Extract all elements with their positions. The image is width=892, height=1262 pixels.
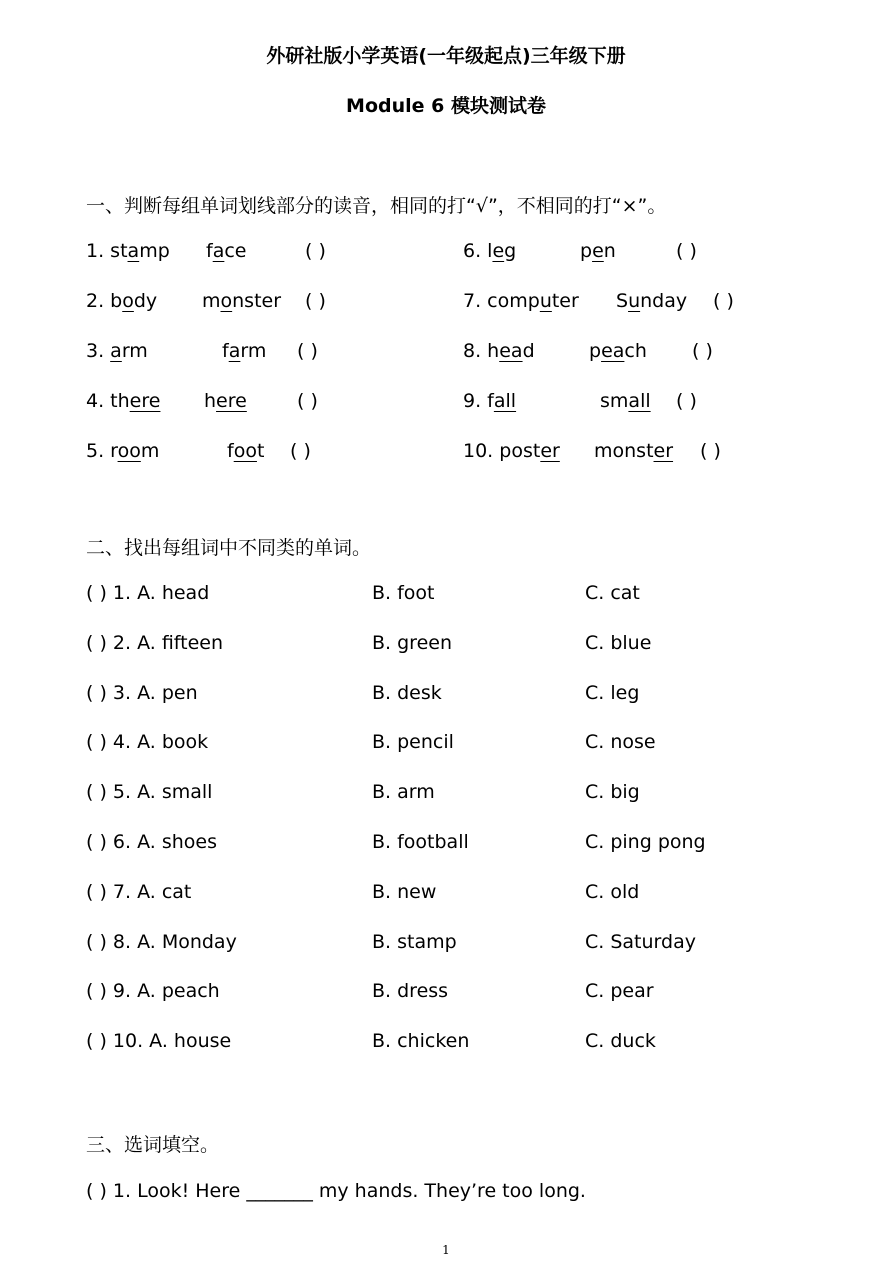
page-subtitle: Module 6 模块测试卷 bbox=[346, 95, 546, 117]
page-number: 1 bbox=[442, 1243, 450, 1257]
answer-blank[interactable]: ( ) bbox=[297, 340, 318, 362]
section1-item-1-second-word bbox=[206, 240, 247, 262]
second-word: peach bbox=[589, 340, 647, 362]
section2-item-5-option-b: B. arm bbox=[372, 781, 435, 804]
section3-heading: 三、选词填空。 bbox=[86, 1134, 220, 1156]
answer-blank[interactable]: ( ) bbox=[676, 390, 697, 412]
section2-item-9-question-a: ( ) 9. A. peach bbox=[86, 980, 220, 1003]
second-word-underlined-part: er bbox=[653, 440, 674, 462]
section2-item-10-question-a: ( ) 10. A. house bbox=[86, 1030, 232, 1053]
section2-item-2-option-c: C. blue bbox=[585, 631, 652, 654]
section2-item-2-question-a: ( ) 2. A. fifteen bbox=[86, 631, 224, 654]
first-word-underlined-part: oo bbox=[117, 440, 141, 462]
item-number: 9. bbox=[463, 390, 488, 412]
second-word-underlined-part: o bbox=[220, 290, 233, 312]
first-word-underlined-part: all bbox=[493, 390, 517, 412]
first-word: body bbox=[110, 290, 158, 312]
section1-item-3 bbox=[86, 340, 148, 362]
second-word: foot bbox=[227, 440, 265, 462]
first-word: computer bbox=[487, 290, 579, 312]
item-number: 4. bbox=[86, 390, 111, 412]
first-word-underlined-part: o bbox=[122, 290, 134, 312]
first-word: fall bbox=[487, 390, 517, 412]
section1-item-7-second-word bbox=[616, 290, 687, 312]
section2-item-7-option-c: C. old bbox=[585, 880, 640, 903]
section2-item-3-question-a: ( ) 3. A. pen bbox=[86, 681, 198, 704]
section2-item-4-question-a: ( ) 4. A. book bbox=[86, 731, 209, 754]
second-word: small bbox=[600, 390, 651, 412]
section1-item-9 bbox=[463, 390, 516, 412]
section2-item-5-option-c: C. big bbox=[585, 781, 640, 804]
answer-blank[interactable]: ( ) bbox=[676, 240, 697, 262]
second-word-underlined-part: ere bbox=[216, 390, 247, 412]
first-word-underlined-part: ea bbox=[499, 340, 523, 362]
second-word-underlined-part: u bbox=[628, 290, 641, 312]
section1-item-4 bbox=[86, 390, 160, 412]
second-word: farm bbox=[222, 340, 267, 362]
first-word-underlined-part: a bbox=[127, 240, 140, 262]
section1-item-10-second-word bbox=[594, 440, 673, 462]
section1-item-5-second-word bbox=[227, 440, 264, 462]
first-word-underlined-part: e bbox=[492, 240, 505, 262]
item-number: 3. bbox=[86, 340, 111, 362]
second-word-underlined-part: ea bbox=[601, 340, 625, 362]
item-number: 10. bbox=[463, 440, 500, 462]
first-word-underlined-part: er bbox=[540, 440, 560, 462]
section2-item-5-question-a: ( ) 5. A. small bbox=[86, 781, 213, 804]
first-word: head bbox=[487, 340, 535, 362]
section2-item-3-option-c: C. leg bbox=[585, 681, 640, 704]
section1-item-6 bbox=[463, 240, 516, 262]
second-word: here bbox=[204, 390, 247, 412]
section1-item-9-second-word bbox=[600, 390, 651, 412]
first-word: arm bbox=[110, 340, 148, 362]
first-word-underlined-part: a bbox=[110, 340, 122, 362]
answer-blank[interactable]: ( ) bbox=[305, 290, 326, 312]
section2-item-9-option-b: B. dress bbox=[372, 980, 449, 1003]
answer-blank[interactable]: ( ) bbox=[305, 240, 326, 262]
section2-item-1-option-b: B. foot bbox=[372, 582, 435, 604]
first-word: stamp bbox=[110, 240, 170, 262]
second-word-underlined-part: a bbox=[212, 240, 225, 262]
second-word: face bbox=[206, 240, 247, 262]
section2-item-10-option-b: B. chicken bbox=[372, 1030, 470, 1053]
section2-item-10-option-c: C. duck bbox=[585, 1030, 656, 1053]
section2-item-8-option-c: C. Saturday bbox=[585, 930, 696, 953]
section2-item-1-question-a: ( ) 1. A. head bbox=[86, 582, 210, 604]
section3-question-1: ( ) 1. Look! Here _______ my hands. They’re too long. bbox=[86, 1180, 586, 1202]
section2-item-3-option-b: B. desk bbox=[372, 681, 442, 704]
section1-item-5 bbox=[86, 440, 159, 462]
section1-item-8 bbox=[463, 340, 535, 362]
section2-heading: 二、找出每组词中不同类的单词。 bbox=[86, 537, 372, 559]
section1-item-6-second-word bbox=[580, 240, 616, 262]
section1-item-2-second-word bbox=[202, 290, 281, 312]
first-word: there bbox=[110, 390, 161, 412]
first-word: leg bbox=[487, 240, 517, 262]
first-word: room bbox=[110, 440, 160, 462]
item-number: 6. bbox=[463, 240, 488, 262]
item-number: 7. bbox=[463, 290, 488, 312]
section2-item-6-option-b: B. football bbox=[372, 831, 469, 853]
section2-item-8-option-b: B. stamp bbox=[372, 930, 457, 953]
section2-item-9-option-c: C. pear bbox=[585, 980, 654, 1003]
answer-blank[interactable]: ( ) bbox=[700, 440, 721, 462]
item-number: 8. bbox=[463, 340, 488, 362]
section1-item-8-second-word bbox=[589, 340, 647, 362]
item-number: 2. bbox=[86, 290, 111, 312]
section1-item-10 bbox=[463, 440, 560, 462]
answer-blank[interactable]: ( ) bbox=[297, 390, 318, 412]
first-word: poster bbox=[499, 440, 560, 462]
second-word-underlined-part: oo bbox=[233, 440, 257, 462]
second-word: monster bbox=[594, 440, 674, 462]
section1-item-4-second-word bbox=[204, 390, 247, 412]
section1-item-7 bbox=[463, 290, 579, 312]
answer-blank[interactable]: ( ) bbox=[713, 290, 734, 312]
answer-blank[interactable]: ( ) bbox=[692, 340, 713, 362]
second-word: pen bbox=[580, 240, 616, 262]
first-word-underlined-part: ere bbox=[129, 390, 161, 412]
section1-heading: 一、判断每组单词划线部分的读音，相同的打“√”，不相同的打“×”。 bbox=[86, 195, 667, 217]
section2-item-7-option-b: B. new bbox=[372, 880, 437, 903]
second-word: Sunday bbox=[616, 290, 688, 312]
second-word-underlined-part: a bbox=[228, 340, 241, 362]
second-word: monster bbox=[202, 290, 282, 312]
first-word-underlined-part: u bbox=[539, 290, 552, 312]
item-number: 1. bbox=[86, 240, 111, 262]
section2-item-4-option-b: B. pencil bbox=[372, 731, 454, 754]
section2-item-2-option-b: B. green bbox=[372, 631, 452, 654]
item-number: 5. bbox=[86, 440, 111, 462]
answer-blank[interactable]: ( ) bbox=[290, 440, 311, 462]
section2-item-7-question-a: ( ) 7. A. cat bbox=[86, 880, 192, 903]
section1-item-2 bbox=[86, 290, 157, 312]
section1-item-3-second-word bbox=[222, 340, 266, 362]
section2-item-6-question-a: ( ) 6. A. shoes bbox=[86, 831, 217, 853]
second-word-underlined-part: e bbox=[592, 240, 604, 262]
section2-item-6-option-c: C. ping pong bbox=[585, 831, 706, 853]
second-word-underlined-part: all bbox=[628, 390, 651, 412]
section2-item-8-question-a: ( ) 8. A. Monday bbox=[86, 930, 237, 953]
section2-item-1-option-c: C. cat bbox=[585, 582, 640, 604]
section1-item-1 bbox=[86, 240, 170, 262]
page-title: 外研社版小学英语(一年级起点)三年级下册 bbox=[266, 45, 626, 67]
section2-item-4-option-c: C. nose bbox=[585, 731, 656, 754]
